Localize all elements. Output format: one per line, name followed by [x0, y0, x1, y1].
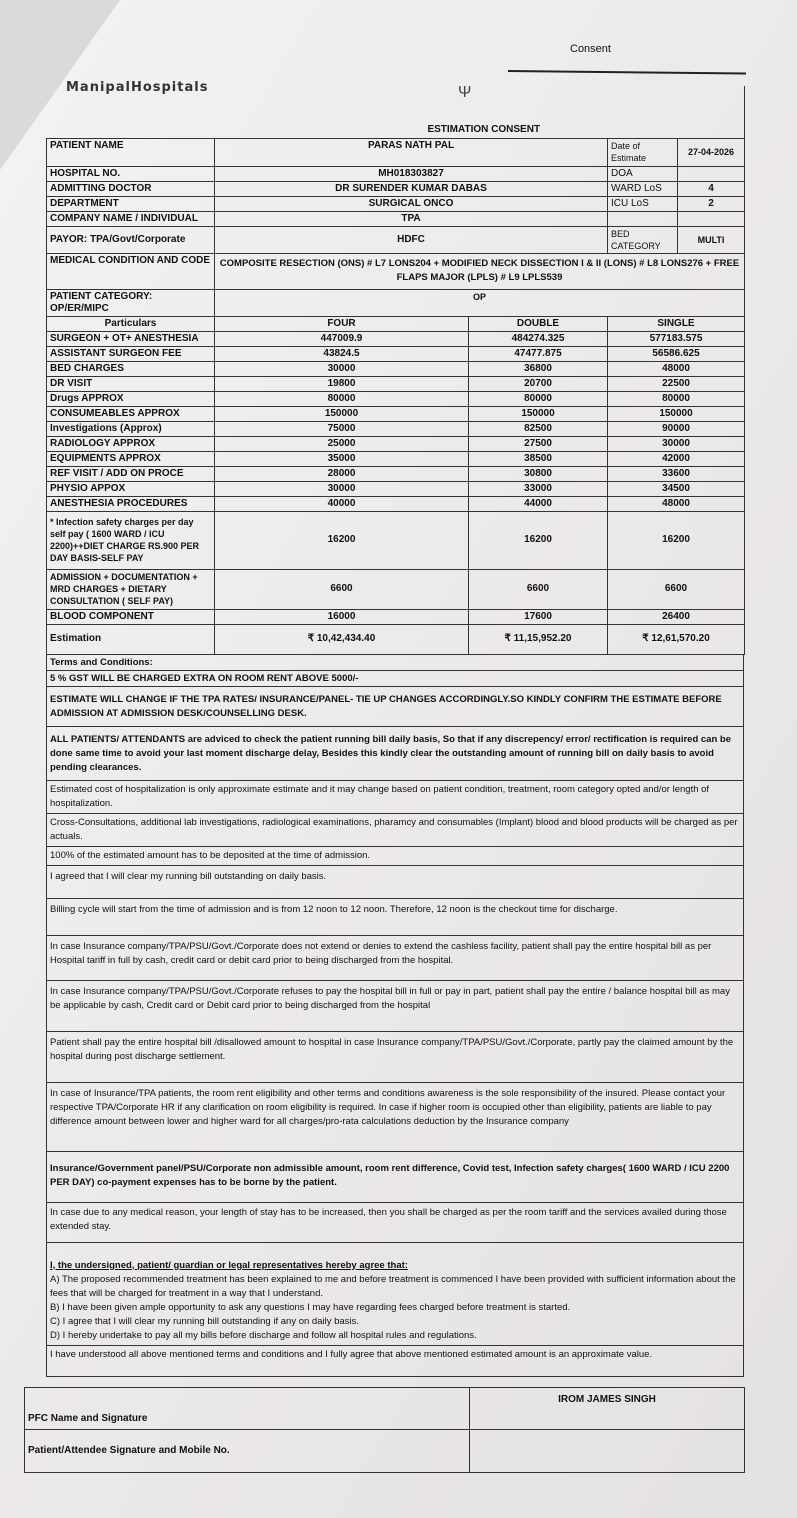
estimate-row: [47, 346, 745, 361]
term-item: In case due to any medical reason, your length of stay has to be increased, then you shall be charged as per the room tariff and the services availed during those extended stay.: [47, 1202, 744, 1242]
estimate-value: 75000: [215, 421, 469, 436]
terms-table: [46, 654, 744, 1377]
admitting-doctor-label: ADMITTING DOCTOR: [47, 181, 215, 196]
estimate-value: 16200: [469, 511, 608, 569]
term-item: ALL PATIENTS/ ATTENDANTS are adviced to check the patient running bill daily basis, So that if any discrepency/ error/ rectification is required can be done same time to avoid your last moment discharge delay, Besides this kindly clear the outstanding amount of running bill on daily basis to avoid pending clearances.: [47, 726, 744, 780]
estimate-value: 27500: [469, 436, 608, 451]
term-item: 100% of the estimated amount has to be deposited at the time of admission.: [47, 846, 744, 865]
estimate-value: 33000: [469, 481, 608, 496]
hospital-logo: ManipalHospitals: [66, 80, 209, 95]
particular-label: BED CHARGES: [47, 361, 215, 376]
estimate-value: 36800: [469, 361, 608, 376]
particular-label: CONSUMEABLES APPROX: [47, 406, 215, 421]
estimate-value: 30000: [215, 361, 469, 376]
header-double: DOUBLE: [469, 316, 608, 331]
estimate-value: 80000: [469, 391, 608, 406]
estimate-row: [47, 481, 745, 496]
estimate-row: [47, 331, 745, 346]
term-item: ESTIMATE WILL CHANGE IF THE TPA RATES/ INSURANCE/PANEL- TIE UP CHANGES ACCORDINGLY.SO KINDLY CONFIRM THE ESTIMATE BEFORE ADMISSION AT ADMISSION DESK/COUNSELLING DESK.: [47, 686, 744, 726]
particular-label: Estimation: [47, 624, 215, 654]
term-item: Estimated cost of hospitalization is only approximate estimate and it may change based on patient condition, treatment, room category opted and/or length of hospitalization.: [47, 780, 744, 813]
particular-label: * Infection safety charges per day self pay ( 1600 WARD / ICU 2200)++DIET CHARGE RS.900 PER DAY BASIS-SELF PAY: [47, 511, 215, 569]
estimate-value: 447009.9: [215, 331, 469, 346]
estimate-value: 150000: [608, 406, 745, 421]
agreement-item: C) I agree that I will clear my running bill outstanding if any on daily basis.: [50, 1315, 359, 1327]
estimate-value: ₹ 12,61,570.20: [608, 624, 745, 654]
estimate-value: 16000: [215, 609, 469, 624]
particular-label: Drugs APPROX: [47, 391, 215, 406]
hospital-no-label: HOSPITAL NO.: [47, 166, 215, 181]
estimate-row: [47, 496, 745, 511]
ward-los-label: WARD LoS: [608, 181, 678, 196]
patient-signature-label: Patient/Attendee Signature and Mobile No.: [25, 1429, 470, 1472]
estimate-value: 35000: [215, 451, 469, 466]
signature-table: [24, 1387, 745, 1473]
particular-label: ANESTHESIA PROCEDURES: [47, 496, 215, 511]
estimate-value: 30000: [608, 436, 745, 451]
patient-signature-field[interactable]: [470, 1429, 745, 1472]
estimate-value: 56586.625: [608, 346, 745, 361]
department-label: DEPARTMENT: [47, 196, 215, 211]
estimate-value: ₹ 10,42,434.40: [215, 624, 469, 654]
agreement-item: B) I have been given ample opportunity to ask any questions I may have regarding fees charged before treatment is started.: [50, 1301, 571, 1313]
agreement-heading: I, the undersigned, patient/ guardian or legal representatives hereby agree that:: [50, 1259, 408, 1271]
term-item: In case Insurance company/TPA/PSU/Govt./Corporate refuses to pay the hospital bill in full or pay in part, patient shall pay the entire / balance hospital bill as may be applicable by cash, Credit card or Debit card prior to being discharged from the hospital: [47, 980, 744, 1031]
patient-name: PARAS NATH PAL: [215, 138, 608, 166]
header-four: FOUR: [215, 316, 469, 331]
estimate-value: 80000: [608, 391, 745, 406]
estimate-value: 16200: [608, 511, 745, 569]
gst-note: 5 % GST WILL BE CHARGED EXTRA ON ROOM RENT ABOVE 5000/-: [47, 670, 744, 686]
particular-label: RADIOLOGY APPROX: [47, 436, 215, 451]
estimate-value: 80000: [215, 391, 469, 406]
particular-label: Investigations (Approx): [47, 421, 215, 436]
particular-label: PHYSIO APPOX: [47, 481, 215, 496]
estimate-value: 484274.325: [469, 331, 608, 346]
estimate-value: 17600: [469, 609, 608, 624]
medical-condition: COMPOSITE RESECTION (ONS) # L7 LONS204 + MODIFIED NECK DISSECTION I & II (LONS) # L8 LONS276 + FREE FLAPS MAJOR (LPLS) # L9 LPLS539: [215, 253, 745, 289]
emblem-icon: Ψ: [458, 84, 472, 101]
company: TPA: [215, 211, 608, 226]
medical-condition-label: MEDICAL CONDITION AND CODE: [47, 253, 215, 289]
estimate-value: 26400: [608, 609, 745, 624]
estimate-table: [46, 316, 745, 655]
bed-category: MULTI: [678, 226, 745, 253]
estimate-value: 20700: [469, 376, 608, 391]
term-item: Patient shall pay the entire hospital bill /disallowed amount to hospital in case Insurance company/TPA/PSU/Govt./Corporate, partly pay the claimed amount by the hospital during post discharge settlement.: [47, 1031, 744, 1082]
estimate-row: [47, 609, 745, 624]
estimate-value: 34500: [608, 481, 745, 496]
header-rule: [508, 70, 746, 74]
header-particulars: Particulars: [47, 316, 215, 331]
estimate-value: 19800: [215, 376, 469, 391]
estimate-value: 90000: [608, 421, 745, 436]
estimate-value: 6600: [608, 569, 745, 609]
term-item: In case of Insurance/TPA patients, the room rent eligibility and other terms and conditions awareness is the sole responsibility of the insured. Please contact your respective TPA/Corporate HR if any clarification on room eligibility is required. In case if higher room is occupied other than eligibility, patients are liable to pay difference amount between lower and higher ward for all charges/pro-rata calculations deduction by the Insurance company: [47, 1082, 744, 1151]
estimate-row: [47, 569, 745, 609]
estimate-value: 30800: [469, 466, 608, 481]
estimate-row: [47, 376, 745, 391]
ward-los: 4: [678, 181, 745, 196]
estimate-value: 47477.875: [469, 346, 608, 361]
particular-label: SURGEON + OT+ ANESTHESIA: [47, 331, 215, 346]
bed-category-label: BED CATEGORY: [608, 226, 678, 253]
estimate-row: [47, 436, 745, 451]
payor-label: PAYOR: TPA/Govt/Corporate: [47, 226, 215, 253]
term-item: Billing cycle will start from the time of admission and is from 12 noon to 12 noon. Therefore, 12 noon is the checkout time for discharge.: [47, 898, 744, 935]
particular-label: BLOOD COMPONENT: [47, 609, 215, 624]
estimate-value: 42000: [608, 451, 745, 466]
estimate-row: [47, 451, 745, 466]
estimate-value: 577183.575: [608, 331, 745, 346]
patient-name-label: PATIENT NAME: [47, 138, 215, 166]
estimate-row: [47, 391, 745, 406]
estimate-row: [47, 421, 745, 436]
term-item: Cross-Consultations, additional lab investigations, radiological examinations, pharamcy and consumables (Implant) blood and blood products will be charged as per actuals.: [47, 813, 744, 846]
icu-los-label: ICU LoS: [608, 196, 678, 211]
estimate-row: [47, 624, 745, 654]
form-title: ESTIMATION CONSENT: [47, 86, 745, 138]
department: SURGICAL ONCO: [215, 196, 608, 211]
estimate-row: [47, 511, 745, 569]
estimate-value: 150000: [469, 406, 608, 421]
agreement-item: A) The proposed recommended treatment has been explained to me and before treatment is commenced I have been provided with sufficient information about the fees that will be charged for treatment in a way that I understand.: [50, 1273, 736, 1299]
estimate-value: 30000: [215, 481, 469, 496]
terms-heading: Terms and Conditions:: [47, 654, 744, 670]
agreement-item: D) I hereby undertake to pay all my bills before discharge and follow all hospital rules and regulations.: [50, 1329, 477, 1341]
estimate-value: ₹ 11,15,952.20: [469, 624, 608, 654]
estimate-value: 6600: [215, 569, 469, 609]
estimate-value: 43824.5: [215, 346, 469, 361]
doa-value: [678, 166, 745, 181]
estimate-row: [47, 361, 745, 376]
estimate-value: 25000: [215, 436, 469, 451]
term-item: Insurance/Government panel/PSU/Corporate non admissible amount, room rent difference, Covid test, Infection safety charges( 1600 WARD / ICU 2200 PER DAY) co-payment expenses has to be borne by the patient.: [47, 1151, 744, 1202]
estimate-value: 28000: [215, 466, 469, 481]
header-single: SINGLE: [608, 316, 745, 331]
particular-label: REF VISIT / ADD ON PROCE: [47, 466, 215, 481]
final-declaration: I have understood all above mentioned terms and conditions and I fully agree that above mentioned estimated amount is an approximate value.: [47, 1345, 744, 1376]
doa-label: DOA: [608, 166, 678, 181]
date-of-estimate-label: Date of Estimate: [608, 138, 678, 166]
estimate-value: 16200: [215, 511, 469, 569]
icu-los: 2: [678, 196, 745, 211]
particular-label: EQUIPMENTS APPROX: [47, 451, 215, 466]
particular-label: ASSISTANT SURGEON FEE: [47, 346, 215, 361]
particular-label: ADMISSION + DOCUMENTATION + MRD CHARGES + DIETARY CONSULTATION ( SELF PAY): [47, 569, 215, 609]
estimate-value: 82500: [469, 421, 608, 436]
page-label: Consent: [570, 43, 611, 55]
pfc-name: IROM JAMES SINGH: [470, 1387, 745, 1429]
patient-category: OP: [215, 289, 745, 316]
hospital-no: MH018303827: [215, 166, 608, 181]
date-of-estimate: 27-04-2026: [678, 138, 745, 166]
admitting-doctor: DR SURENDER KUMAR DABAS: [215, 181, 608, 196]
estimate-value: 48000: [608, 496, 745, 511]
estimate-value: 38500: [469, 451, 608, 466]
patient-category-label: PATIENT CATEGORY: OP/ER/MIPC: [47, 289, 215, 316]
estimate-value: 48000: [608, 361, 745, 376]
estimation-form: [28, 86, 744, 1473]
company-label: COMPANY NAME / INDIVIDUAL: [47, 211, 215, 226]
estimate-value: 40000: [215, 496, 469, 511]
estimate-value: 6600: [469, 569, 608, 609]
estimate-row: [47, 466, 745, 481]
estimate-value: 44000: [469, 496, 608, 511]
estimate-value: 150000: [215, 406, 469, 421]
term-item: I agreed that I will clear my running bill outstanding on daily basis.: [47, 865, 744, 898]
particular-label: DR VISIT: [47, 376, 215, 391]
estimate-row: [47, 406, 745, 421]
patient-info-table: [46, 86, 745, 317]
term-item: In case Insurance company/TPA/PSU/Govt./Corporate does not extend or denies to extend the cashless facility, patient shall pay the entire hospital bill as per Hospital tariff in full by cash, credit card or debit card prior to being discharged from the hospital.: [47, 935, 744, 980]
pfc-label: PFC Name and Signature: [25, 1387, 470, 1429]
estimate-value: 22500: [608, 376, 745, 391]
estimate-value: 33600: [608, 466, 745, 481]
payor: HDFC: [215, 226, 608, 253]
